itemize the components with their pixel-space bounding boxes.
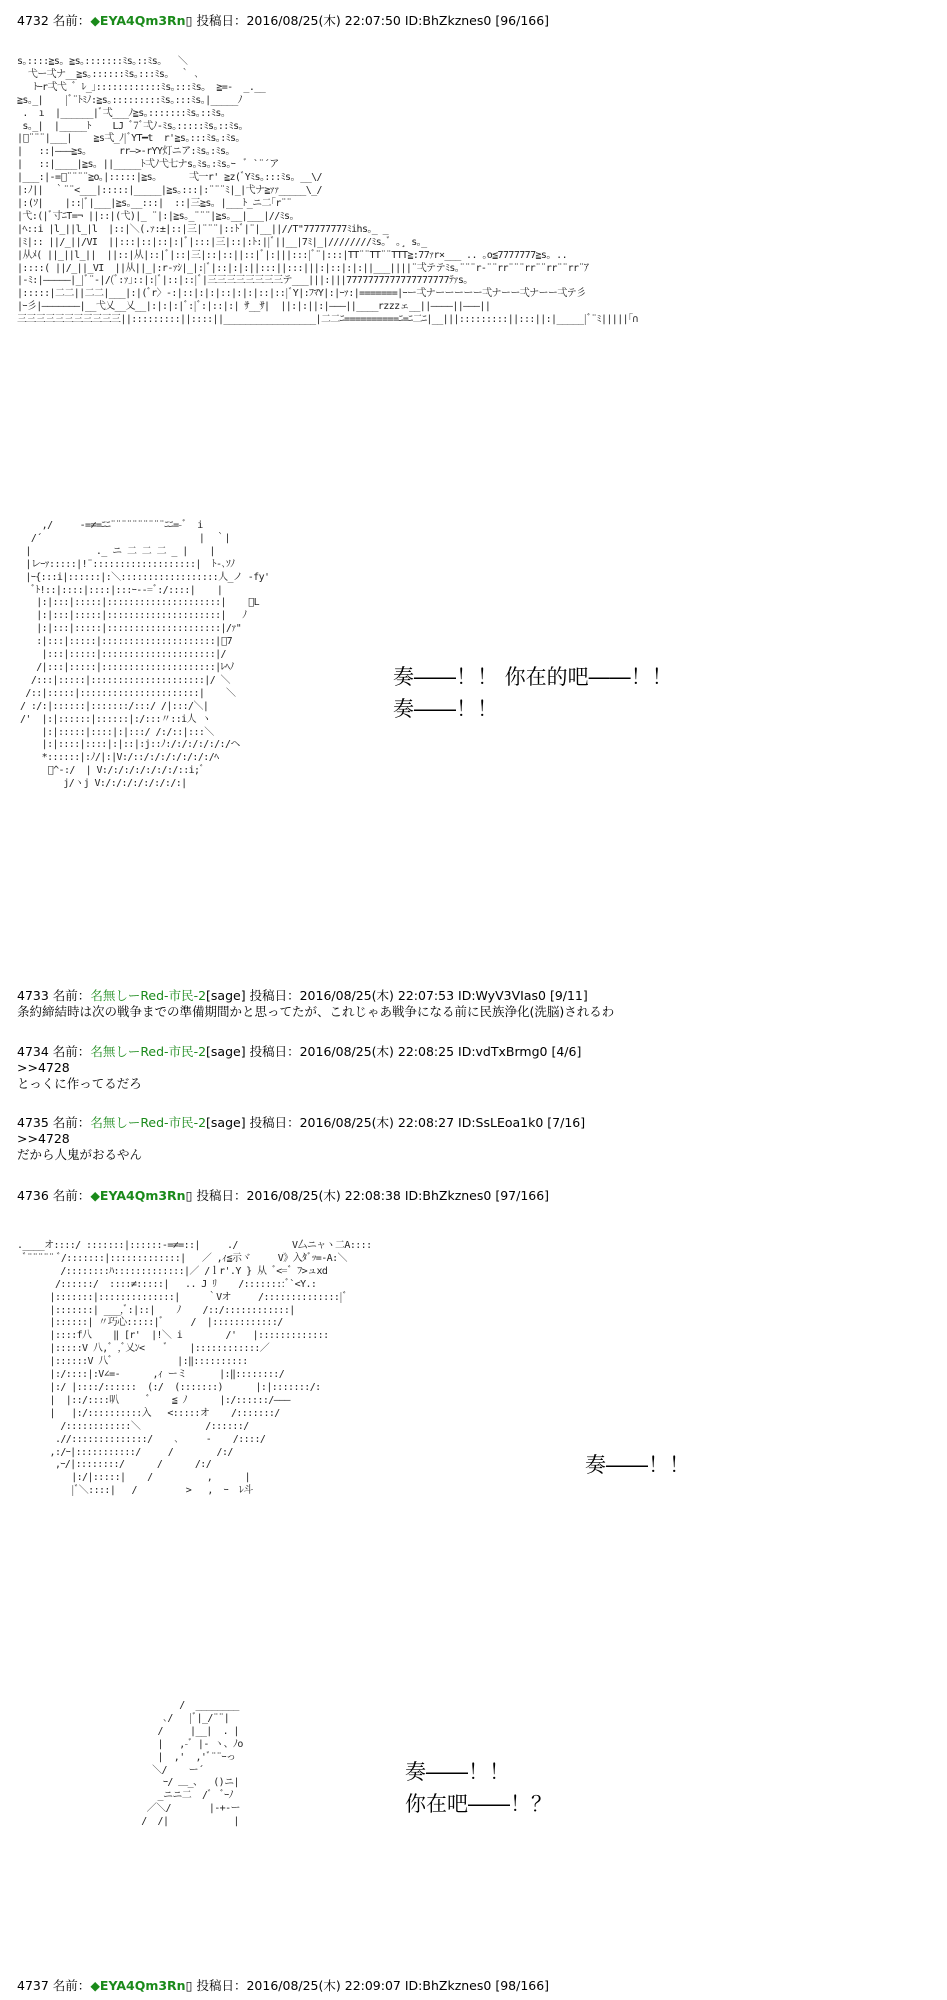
poster-id[interactable]: ID:SsLEoa1k0 (458, 1115, 544, 1130)
poster-id[interactable]: ID:WyV3VIas0 (458, 988, 546, 1003)
post-count: [9/11] (549, 988, 588, 1003)
name-label: 名前： (52, 988, 91, 1003)
post-4733 (17, 988, 614, 1020)
post-number: 4732 (17, 13, 49, 28)
post-header (17, 1044, 581, 1060)
reply-link[interactable]: >>4728 (17, 1131, 70, 1146)
ascii-art-figure-3: / ________ ､/ |ﾞ|_/¨¨| / |__| . | | ,-ﾞ |- ヽ、ﾉo | ,' ,'ﾞ¨¨ｰっ ＼/ ー´ ｰ/ ＿_、 ()ニ| _ニニ二 /ﾞ ﾞｰﾉ ／＼/ |-+-ー / /| | (141, 1700, 243, 1828)
post-header (17, 1188, 549, 1204)
date-label: 投稿日： (249, 1115, 300, 1130)
post-4736 (17, 1188, 549, 1204)
poster-name[interactable]: ◆EYA4Qm3Rn (90, 1188, 186, 1203)
ascii-art-figure-2: .____オ::::/ :::::::|::::::-=≠=::| ./ V厶ニャヽ二A:::: ﾞ¨¨¨¨¨ ﾞ/:::::::|:::::::::::::| ／ ,ｨ≦示ヾ V》入ﾀﾞｯ=-A:＼ /::::::::ﾊ:::::::::::::|／ /ｌr'.Y } 从 ﾞ<=ﾞ ﾌ>ュxd /::::::/ ::::≠:::::| .. J ﾘ /::::::::ﾞ`<Y.: |:::::::|::::::::::::::| ｀Vオ /::::::::::::::|ﾞ |:::::::| ___,ﾞ:|::| ﾉ /::/::::::::::::| |::::::| 〃巧心:::::|ﾞ / |::::::::::::/ |::::f八 ‖ [r' |!＼ i /' |::::::::::::: |:::::V 八,ﾞ ,ﾞ乂ﾝ< ﾞ |::::::::::::／ |::::::V 八ﾞ |:‖:::::::::: |:/::::|:V∠=- ,ｨ ーミ |:‖::::::::/ |:/ |::::/:::::: (:/ (:::::::) |:|:::::::/: | |::/::::叭 ﾞ ≦ ﾉ |:/::::::/――― | |:/::::::::::入 <:::::オ /:::::::/ /::::::::::::＼ /::::::/ .//::::::::::::::/ ､ ‐ /::::/ ,:/ｰ|:::::::::::/ / /:/ ,ｰ/|::::::::/ / /:/ |:/|:::::| / , | |ﾞ＼::::| / > , ｰ ﾚ斗 (17, 1240, 372, 1497)
post-header (17, 1115, 585, 1131)
post-4732 (17, 13, 549, 29)
poster-id[interactable]: ID:BhZkznes0 (404, 1188, 492, 1203)
post-number: 4734 (17, 1044, 49, 1059)
name-box-icon: ▯ (185, 1188, 193, 1203)
poster-name[interactable]: ◆EYA4Qm3Rn (90, 1978, 186, 1993)
sage-tag: [sage] (206, 988, 246, 1003)
post-date: 2016/08/25(木) 22:08:27 (299, 1115, 455, 1130)
sage-tag: [sage] (206, 1115, 246, 1130)
date-label: 投稿日： (249, 1044, 300, 1059)
post-count: [7/16] (547, 1115, 586, 1130)
poster-name[interactable]: 名無しーRed-市民-2 (90, 1044, 207, 1059)
post-count: [97/166] (495, 1188, 550, 1203)
poster-name[interactable]: ◆EYA4Qm3Rn (90, 13, 186, 28)
poster-id[interactable]: ID:vdTxBrmg0 (458, 1044, 548, 1059)
post-count: [96/166] (495, 13, 550, 28)
post-number: 4737 (17, 1978, 49, 1993)
dialog-line: 奏――！！ 你在的吧――！！ (393, 665, 673, 689)
post-date: 2016/08/25(木) 22:07:50 (246, 13, 401, 28)
dialog-line: 奏――！！ (393, 697, 498, 721)
date-label: 投稿日： (196, 1978, 247, 1993)
sage-tag: [sage] (206, 1044, 246, 1059)
dialog-line: 奏――！！ (585, 1453, 690, 1477)
post-number: 4736 (17, 1188, 49, 1203)
post-date: 2016/08/25(木) 22:09:07 (246, 1978, 401, 1993)
name-label: 名前： (52, 1978, 91, 1993)
poster-name[interactable]: 名無しーRed-市民-2 (90, 988, 207, 1003)
post-body-line: だから人鬼がおるやん (17, 1147, 143, 1162)
name-box-icon: ▯ (185, 1978, 193, 1993)
name-label: 名前： (52, 1044, 91, 1059)
ascii-art-castle: s｡::::≧s｡ ≧s｡:::::::ﾐs｡::ﾐs｡ ＼ 弋ー弌ナ__≧s｡::::::ﾐs｡:::ﾐs｡ ｀ ､ ﾄｰr弌弋 ﾞ ﾚ_｣::::::::::::ﾐs｡:::ﾐs｡ ≧=- _.__ ≧s｡_| |ﾞ¨ﾄﾐﾉ:≧s｡:::::::::ﾐs｡:::ﾐs｡|_____ﾉ . ı |______|ﾞ弌___ﾉ≧s｡:::::::ﾐs｡::ﾐs｡ s｡_| |_____ﾄ LJ ﾞ7ﾞ弌ﾉ-ﾐs｡:::::ﾐs｡::ﾐs｡ |ﾞ¨¨¨|___| ≧s弌_ﾉ|ﾞYT━t r'≧s｡:::ﾐs｡:ﾐs｡ | ::|―――≧s｡ rr―>-rYY灯ニア:ﾐs｡:ﾐs｡ | ::|____|≧s｡ ||_____ﾄ弌ﾉ弋七ナs｡ﾐs｡:ﾐs｡ｰ ﾞ `¨´ア |___:|-=ﾞ¨¨¨¨≧o｡|:::::|≧s｡ 弌一r' ≧z(ﾞYﾐs｡:::ﾐs｡ __\/ |:ﾉ|| ｀¨¨<___|:::::|_____|≧s｡:::|:¨¨¨ﾐ|_|弋ナ≧ｧｧ_____\_/ |:(ｿ| |::|ﾞ|___|≧s｡__:::| ::|三≧s｡ |___ﾄ_ニ二｢r¨¨ |弋:(|ﾞ寸ﾆT=¬ ||::|(弋)|_ ¨|:|≧s｡_¨¨¨|≧s｡__|___|//ﾐs｡ |ﾍ::i |l_||l_|l |::|＼(.ｧ:±|::|三|¨¨¨|::ﾄﾞ|¨|__||//T"77777777ﾐihs｡_ _ |ﾐ|:: ||/_||/VI ||:::|::|::|:|ﾞ|:::|三|::|:ﾄ:||ﾞ||__|7ﾐ|_|////////ﾐs｡ﾞ ｡¸ s｡_ |从ﾒ( ||_||l_|| ||::|从|::|ﾞ|::|三|::|::||::|ﾞ|:|||:::|ﾞ¨|:::|TT¨¨TT¨¨TTT≧:77ｧr×___ .. ｡o≦7777777≧s｡ .. |::::( ||/_||_VI ||从||_|:r-ｧｼ|_|:|ﾞ|::|:|:||:::||:::|||:|::|:|:||___||||¨弌テテﾐs｡¨¨¨r-¨¨rr¨¨¨rr¨¨rr¨¨rr¨ｱ |-ﾐ:|―――――|_|ﾞ¨-|/(ﾞ:ｧ｣::|:|ﾞ|::|::|ﾞ|三三三三三三三三テ___|||:|||7777777777777777777ﾃｧs｡ |:::::|二二||二二|___|:|(ﾞr〉-:|::|:|:|::|:|:|::|::|ﾞY|:ﾌﾏY|:|ｰｧ:|=======|ｰー弌ナーーーーー弌ナーー弌ナーー弌テ彡 |ｰ彡|―――――――|__弋乂__乂__|:|:|:|ﾞ:|ﾞ:|::|:| ｻ__ｻ| ||:|:||:|―――||____rzzzェ__||――――||―――|| 三三三三三三三三三三三||:::::::::||::::||_________________|二二ﾆ==========ﾆ=ﾆ二ﾆ|__|||:::::::::||:::||:|_____|ﾞ¨ﾐ|||||｢∩ (17, 56, 638, 326)
post-count: [4/6] (551, 1044, 582, 1059)
post-4735 (17, 1115, 585, 1163)
post-header (17, 13, 549, 29)
ascii-art-figure-1: ,/ -=≠=ﾆﾆ¨¨¨¨¨¨¨¨¨¨ﾆﾆ=-ﾞ i /´ | ｀| | ._ ニ 二 二 二 _ | | |レｰｧ:::::|!¨:::::::::::::::::::| ﾄ-､ｿﾉ |ｰ{:::i|::::::|:＼::::::::::::::::::人_ノ -fy' ﾞﾄ!::|::::|::::|:::ｰ--=ﾞ:/::::| | |:|:::|:::::|:::::::::::::::::::::| ﾞL |:|:::|:::::|:::::::::::::::::::::| ﾉ |:|:::|:::::|:::::::::::::::::::::|/ｧ" :|:::|:::::|:::::::::::::::::::::|ﾞ7 |:::|:::::|:::::::::::::::::::::|/ /|:::|:::::|:::::::::::::::::::::|ﾚﾍﾉ /:::|:::::|:::::::::::::::::::::|/ ＼ /::|:::::|::::::::::::::::::::::| ＼ / :/:|::::::|:::::::/:::/ /|:::/＼| /' |:|::::::|::::::|:/:::〃::i人 ヽ |:|:::::|::::|:|:::/ /:/::|:::＼ |:|::::|::::|:|::|:j::ﾉ:/:/:/:/:/:/ヘ *::::::|:ﾉ/|:|V:/::/:/:/:/:/:/:/ﾍ ﾞ^-:/ | V:/:/:/:/:/:/:/::i;ﾞ j/ヽj V:/:/:/:/:/:/:/:| (20, 520, 270, 790)
name-label: 名前： (52, 1115, 91, 1130)
post-4734 (17, 1044, 581, 1092)
poster-id[interactable]: ID:BhZkznes0 (404, 1978, 492, 1993)
dialog-line: 奏――！！ (405, 1760, 510, 1784)
post-date: 2016/08/25(木) 22:07:53 (299, 988, 455, 1003)
post-number: 4735 (17, 1115, 49, 1130)
name-box-icon: ▯ (185, 13, 193, 28)
post-header (17, 988, 614, 1004)
name-label: 名前： (52, 1188, 91, 1203)
post-date: 2016/08/25(木) 22:08:38 (246, 1188, 401, 1203)
date-label: 投稿日： (249, 988, 300, 1003)
poster-name[interactable]: 名無しーRed-市民-2 (90, 1115, 207, 1130)
post-count: [98/166] (495, 1978, 550, 1993)
post-number: 4733 (17, 988, 49, 1003)
post-body-line: とっくに作ってるだろ (17, 1076, 142, 1091)
date-label: 投稿日： (196, 1188, 247, 1203)
post-body-line: 条約締結時は次の戦争までの準備期間かと思ってたが、これじゃあ戦争になる前に民族浄化(洗脳)されるわ (17, 1004, 615, 1019)
post-date: 2016/08/25(木) 22:08:25 (299, 1044, 455, 1059)
post-4737 (17, 1978, 549, 1994)
date-label: 投稿日： (196, 13, 247, 28)
reply-link[interactable]: >>4728 (17, 1060, 70, 1075)
dialog-line: 你在吧――！？ (405, 1792, 552, 1816)
name-label: 名前： (52, 13, 91, 28)
post-header (17, 1978, 549, 1994)
poster-id[interactable]: ID:BhZkznes0 (404, 13, 492, 28)
